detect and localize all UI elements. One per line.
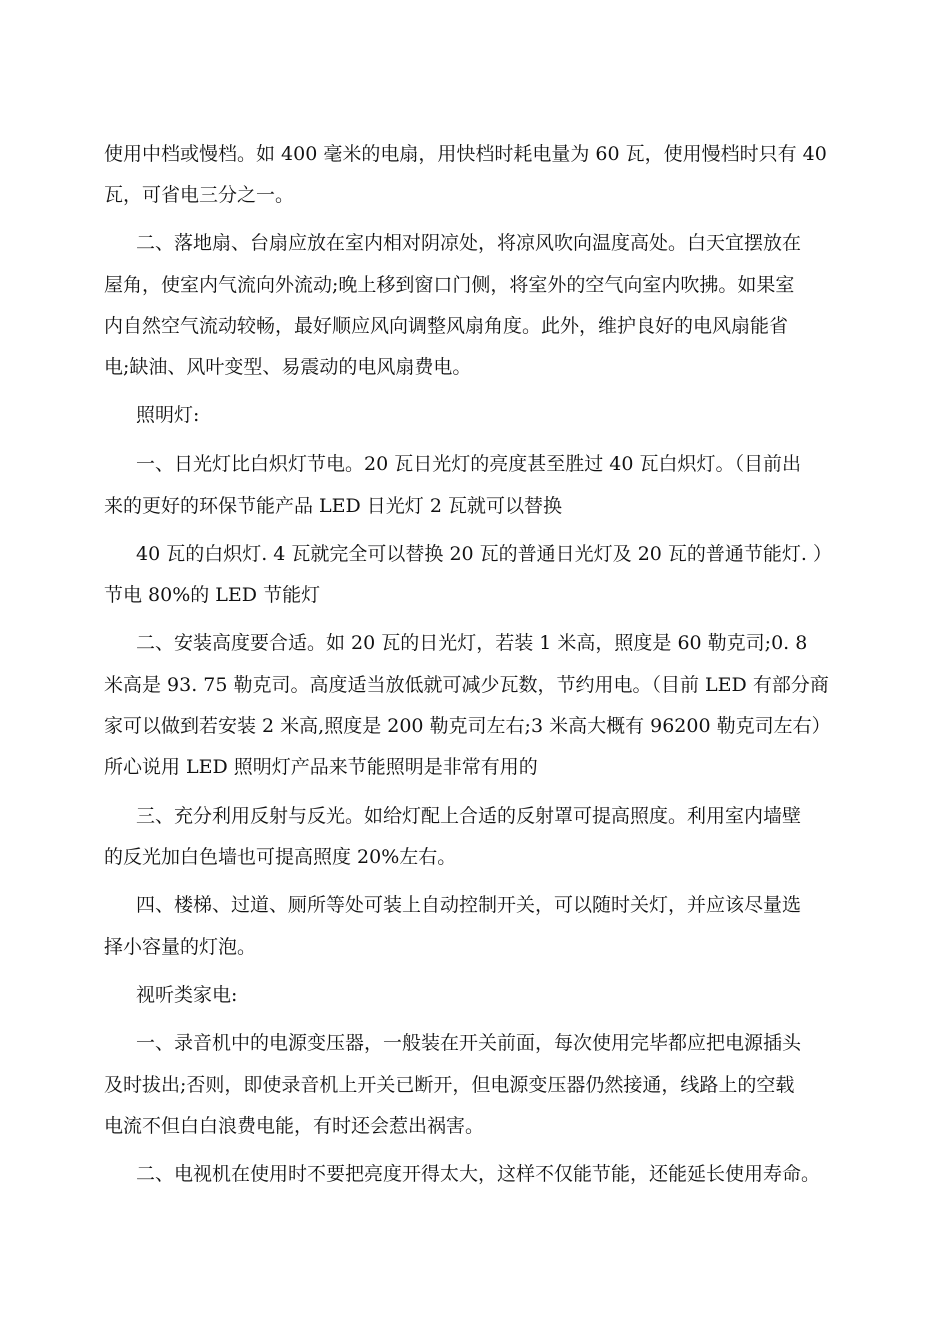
text-line: 四、楼梯、过道、厕所等处可装上自动控制开关，可以随时关灯，并应该尽量选 [136,894,802,916]
text-line: 及时拔出;否则，即使录音机上开关已断开，但电源变压器仍然接通，线路上的空载 [104,1074,795,1096]
text-line: 三、充分利用反射与反光。如给灯配上合适的反射罩可提高照度。利用室内墙壁 [136,805,802,827]
text-line: 家可以做到若安装 2 米高,照度是 200 勒克司左右;3 米高大概有 96200 勒克司左右） [104,715,831,737]
text-line: 电流不但白白浪费电能，有时还会惹出祸害。 [104,1115,485,1137]
text-line: 二、电视机在使用时不要把亮度开得太大，这样不仅能节能，还能延长使用寿命。 [136,1163,821,1185]
text-line: 内自然空气流动较畅，最好顺应风向调整风扇角度。此外，维护良好的电风扇能省 [104,315,789,337]
text-line: 瓦，可省电三分之一。 [104,184,295,206]
text-line: 40 瓦的白炽灯. 4 瓦就完全可以替换 20 瓦的普通日光灯及 20 瓦的普通节能灯. ） [136,543,833,565]
text-line: 二、落地扇、台扇应放在室内相对阴凉处，将凉风吹向温度高处。白天宜摆放在 [136,232,802,254]
section-heading: 视听类家电: [136,984,238,1006]
section-heading: 照明灯: [136,404,200,426]
text-line: 屋角，使室内气流向外流动;晚上移到窗口门侧，将室外的空气向室内吹拂。如果室 [104,274,795,296]
text-line: 二、安装高度要合适。如 20 瓦的日光灯，若装 1 米高，照度是 60 勒克司;0. 8 [136,632,808,654]
text-line: 择小容量的灯泡。 [104,936,257,958]
text-line: 米高是 93. 75 勒克司。高度适当放低就可减少瓦数，节约用电。（目前 LED 有部分商 [104,674,829,696]
text-line: 使用中档或慢档。如 400 毫米的电扇，用快档时耗电量为 60 瓦，使用慢档时只有 40 [104,143,827,165]
text-line: 节电 80%的 LED 节能灯 [104,584,321,606]
text-line: 一、日光灯比白炽灯节电。20 瓦日光灯的亮度甚至胜过 40 瓦白炽灯。（目前出 [136,453,801,475]
text-line: 一、录音机中的电源变压器，一般装在开关前面，每次使用完毕都应把电源插头 [136,1032,802,1054]
text-line: 的反光加白色墙也可提高照度 20%左右。 [104,846,457,868]
text-line: 来的更好的环保节能产品 LED 日光灯 2 瓦就可以替换 [104,495,562,517]
text-line: 电;缺油、风叶变型、易震动的电风扇费电。 [104,356,472,378]
text-line: 所心说用 LED 照明灯产品来节能照明是非常有用的 [104,756,538,778]
